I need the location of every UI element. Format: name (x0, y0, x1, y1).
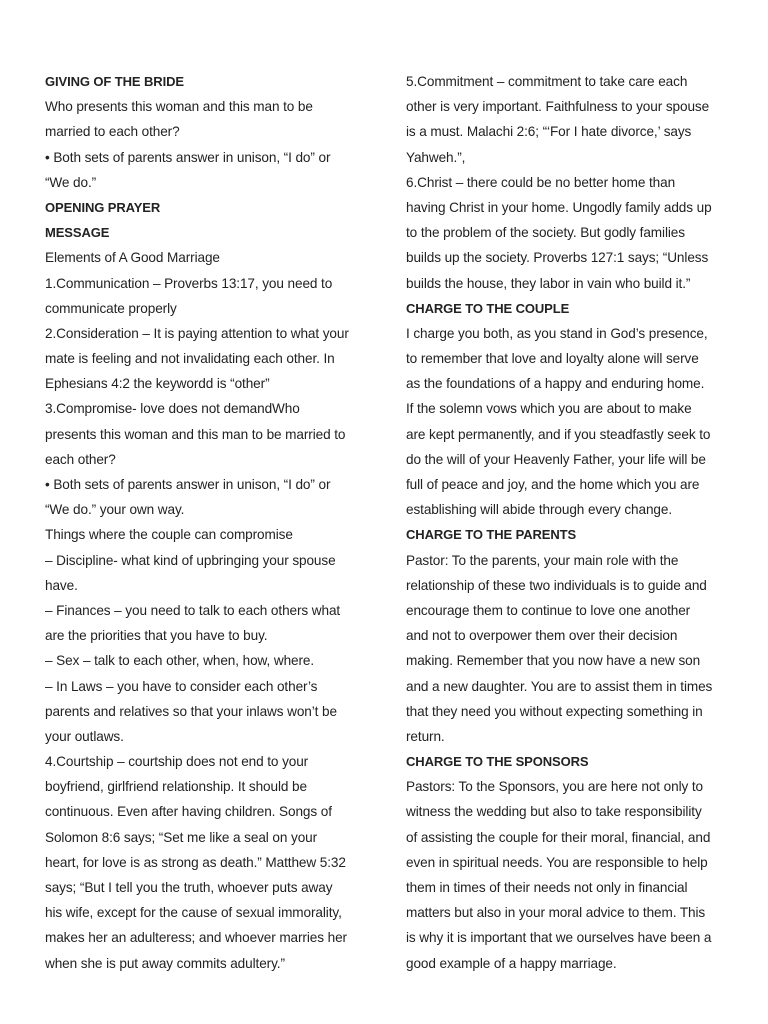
text-line: is a must. Malachi 2:6; “‘For I hate divorce,’ says (406, 124, 692, 140)
text-line: encourage them to continue to love one another (406, 602, 691, 618)
text-line: to remember that love and loyalty alone will serve (406, 351, 699, 367)
text-line: parents and relatives so that your inlaws won’t be (45, 703, 337, 719)
text-line: his wife, except for the cause of sexual immorality, (45, 905, 342, 921)
text-line: 5.Commitment – commitment to take care each (406, 74, 688, 89)
text-line: as the foundations of a happy and enduring home. (406, 376, 705, 392)
text-line: boyfriend, girlfriend relationship. It should be (45, 779, 307, 795)
text-line: Things where the couple can compromise (45, 527, 293, 543)
section-heading: OPENING PRAYER (45, 199, 161, 215)
text-line: each other? (45, 451, 116, 467)
text-line: • Both sets of parents answer in unison, “I do” or (45, 149, 331, 165)
text-line: is why it is important that we ourselves have been a (406, 930, 712, 946)
section-heading: CHARGE TO THE SPONSORS (406, 754, 589, 770)
text-line: having Christ in your home. Ungodly family adds up (406, 199, 712, 215)
text-line: builds the house, they labor in vain who build it.” (406, 275, 691, 291)
text-line: matters but also in your moral advice to them. This (406, 905, 706, 921)
text-line: other is very important. Faithfulness to your spouse (406, 99, 710, 115)
text-line: full of peace and joy, and the home which you are (406, 477, 700, 492)
text-line: Elements of A Good Marriage (45, 250, 220, 266)
text-line: do the will of your Heavenly Father, your life will be (406, 451, 706, 467)
text-line: 4.Courtship – courtship does not end to your (45, 754, 309, 770)
text-line: making. Remember that you now have a new son (406, 653, 701, 669)
text-line: • Both sets of parents answer in unison, “I do” or (45, 477, 331, 492)
text-line: return. (406, 728, 445, 744)
right-column (406, 69, 736, 976)
text-line: heart, for love is as strong as death.” Matthew 5:32 (45, 854, 346, 870)
text-line: 3.Compromise- love does not demandWho (45, 401, 300, 417)
text-line: that they need you without expecting something in (406, 703, 703, 719)
section-heading: GIVING OF THE BRIDE (45, 74, 184, 89)
text-line: Pastor: To the parents, your main role with the (406, 552, 679, 568)
text-line: If the solemn vows which you are about to make (406, 401, 692, 417)
text-line: mate is feeling and not invalidating each other. In (45, 351, 335, 367)
text-line: Yahweh.”, (406, 149, 466, 165)
section-heading: MESSAGE (45, 225, 110, 241)
section-heading: CHARGE TO THE PARENTS (406, 527, 577, 543)
text-line: when she is put away commits adultery.” (45, 955, 285, 971)
text-line: witness the wedding but also to take responsibility (406, 804, 702, 820)
text-line: – Sex – talk to each other, when, how, where. (45, 653, 315, 669)
text-line: and a new daughter. You are to assist them in times (406, 678, 713, 694)
text-line: to the problem of the society. But godly families (406, 225, 685, 241)
text-line: Pastors: To the Sponsors, you are here not only to (406, 779, 704, 795)
text-line: communicate properly (45, 300, 177, 316)
text-line: married to each other? (45, 124, 180, 140)
text-line: – In Laws – you have to consider each other’s (45, 678, 318, 694)
text-line: – Finances – you need to talk to each others what (45, 602, 341, 618)
text-line: good example of a happy marriage. (406, 955, 617, 971)
text-line: have. (45, 577, 78, 593)
text-line: – Discipline- what kind of upbringing your spouse (45, 552, 336, 568)
text-line: and not to overpower them over their decision (406, 628, 678, 644)
text-line: 2.Consideration – It is paying attention to what your (45, 325, 349, 341)
text-line: Who presents this woman and this man to be (45, 99, 313, 115)
text-line: “We do.” (45, 174, 97, 190)
text-line: builds up the society. Proverbs 127:1 says; “Unless (406, 250, 709, 266)
text-line: makes her an adulteress; and whoever marries her (45, 930, 347, 946)
text-line: I charge you both, as you stand in God’s presence, (406, 325, 708, 341)
text-line: presents this woman and this man to be married to (45, 426, 346, 442)
text-line: establishing will abide through every change. (406, 502, 673, 518)
text-line: your outlaws. (45, 728, 124, 744)
left-column (45, 69, 375, 976)
text-line: relationship of these two individuals is to guide and (406, 577, 707, 593)
text-line: them in times of their needs not only in financial (406, 880, 688, 895)
text-line: continuous. Even after having children. Songs of (45, 804, 332, 820)
text-line: Ephesians 4:2 the keywordd is “other” (45, 376, 270, 392)
text-line: of assisting the couple for their moral, financial, and (406, 829, 711, 845)
text-line: even in spiritual needs. You are responsible to help (406, 854, 708, 870)
text-line: Solomon 8:6 says; “Set me like a seal on your (45, 829, 318, 845)
text-line: “We do.” your own way. (45, 502, 185, 518)
text-line: are kept permanently, and if you steadfastly seek to (406, 426, 711, 442)
section-heading: CHARGE TO THE COUPLE (406, 300, 570, 316)
text-line: 1.Communication – Proverbs 13:17, you need to (45, 275, 333, 291)
text-line: says; “But I tell you the truth, whoever puts away (45, 880, 333, 895)
text-line: 6.Christ – there could be no better home than (406, 174, 676, 190)
text-line: are the priorities that you have to buy. (45, 628, 268, 644)
